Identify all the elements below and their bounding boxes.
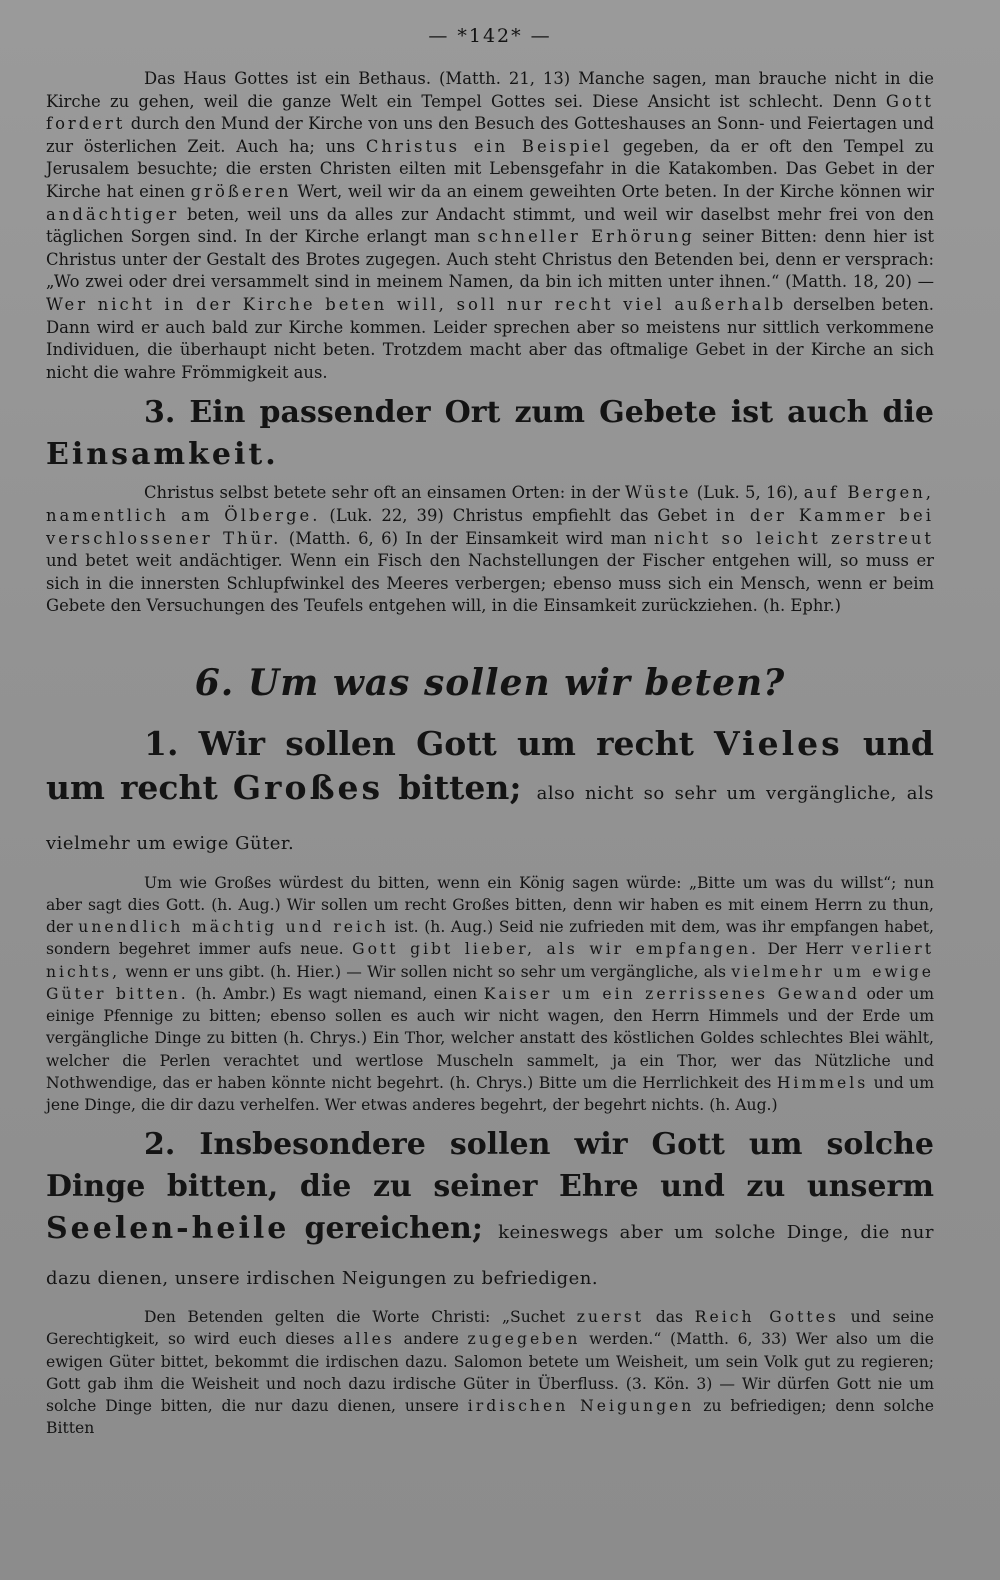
heading-spaced-word: Einsamkeit. [46,437,279,473]
spaced-emphasis: zuerst [576,1308,644,1327]
text-run: Das Haus Gottes ist ein Bethaus. (Matth. 21, 13) Manche sagen, man brauche nicht in die Kirche zu gehen, weil die ganze Welt ein Tempel Gottes sei. Diese Ansicht ist schlecht. Denn [46,69,934,111]
heading-text: bitten; [383,767,537,807]
spaced-emphasis: zugegeben [467,1330,581,1349]
text-run: beten, weil uns da alles zur Andacht stimmt, und weil wir daselbst mehr frei von den täglichen Sorgen sind. In der Kirche erlangt man [46,204,934,247]
text-run: das [644,1308,695,1327]
text-run: ist. (h. Aug.) Seid nie zufrieden mit dem, was ihr empfangen habet, sondern begehret immer aufs neue. [46,918,935,959]
text-run: gegeben, da er oft den Tempel zu Jerusalem besuchte; die ersten Christen eilten mit Lebensgefahr in die Katakomben. Das Gebet in der Kirche hat einen [46,136,934,201]
text-run: durch den Mund der Kirche von uns den Besuch des Gotteshauses an Sonn- und Feiertagen und zur österlichen Zeit. Auch ha; uns [46,114,934,156]
heading-section-2 [46,1124,934,1300]
spaced-emphasis: auf Bergen, namentlich am Ölberge. [46,483,934,525]
text-run: Christus selbst betete sehr oft an einsamen Orten: in der [144,483,626,503]
heading-solitude [46,392,934,476]
spaced-emphasis: Gott gibt lieber, als wir empfangen. [352,940,759,959]
spaced-emphasis: in der Kammer bei verschlossener Thür. [46,505,934,548]
text-run: seiner Bitten: denn hier ist Christus unter der Gestalt des Brotes zugegen. Auch steht Christus den Betenden bei, denn er versprach: „Wo zwei oder drei versammelt sind in meinem Namen, da bin ich mitten unter ihnen.“ (Matth. 18, 20) — [46,227,934,292]
heading-spaced-word: Vieles [714,723,843,763]
text-run: oder um einige Pfennige zu bitten; ebenso sollen es auch wir nicht wagen, den Herrn Himmels und der Erde um vergängliche Dinge zu bitten (h. Chrys.) Ein Thor, welcher anstatt des köstlichen Goldes schlechtes Blei wählt, welcher die Perlen verachtet und wertlose Muscheln sammelt, ja ein Thor, wer das Nützliche und Nothwendige, das er haben könnte nicht begehrt. (h. Chrys.) Bitte um die Herrlichkeit des [46,984,934,1092]
heading-subtext: aber um solche Dinge, die nur dazu dienen, [46,1222,934,1290]
heading-spaced-word: Großes [232,767,384,807]
spaced-emphasis: schneller Erhörung [477,227,695,247]
text-run: und seine Gerechtigkeit, so wird euch dieses [46,1308,934,1349]
text-run: Der Herr [759,940,852,959]
heading-subtext-spaced: unsere irdischen Neigungen [174,1268,447,1290]
text-run: derselben beten. Dann wird er auch bald zur Kirche kommen. Leider sprechen aber so meistens nur sittlich verkommene Individuen, die überhaupt nicht beten. Trotzdem macht aber das oftmalige Gebet in der Kirche an sich nicht die wahre Frömmigkeit aus. [46,294,935,382]
spaced-emphasis: verliert nichts, [46,940,934,981]
spaced-emphasis: Wüste [625,483,692,503]
paragraph-church-prayer [46,68,934,384]
spaced-emphasis: vielmehr um ewige Güter bitten. [46,962,935,1003]
text-run: (Luk. 5, 16), [691,483,804,503]
spaced-emphasis: Wer nicht in der Kirche beten will, soll nur recht viel außerhalb [46,294,787,314]
heading-text: 1. Wir sollen Gott um recht [144,723,715,763]
paragraph-kingdom-first [46,1306,934,1439]
paragraph-solitude [46,482,934,618]
spaced-emphasis: Gott fordert [46,91,934,134]
text-run: und um jene Dinge, die dir dazu verhelfen. Wer etwas anderes begehrt, der begehrt nichts. (h. Aug.) [46,1073,934,1114]
text-run: Den Betenden gelten die Worte Christi: „Suchet [144,1308,577,1327]
text-run: Wert, weil wir da an einem geweihten Orte beten. In der Kirche können wir [291,181,934,201]
text-run: werden.“ (Matth. 6, 33) Wer also um die ewigen Güter bittet, bekommt die irdischen dazu. Salomon betete um Weisheit, um sein Volk gut zu regieren; Gott gab ihm die Weisheit und noch dazu irdische Güter in Überfluss. (3. Kön. 3) — Wir dürfen Gott nie um solche Dinge bitten, die nur dazu dienen, unsere [46,1330,934,1415]
spaced-emphasis: Reich Gottes [694,1308,839,1327]
spaced-emphasis: Kaiser um ein zerrissenes Gewand [483,984,860,1003]
spaced-emphasis: andächtiger [46,204,180,224]
heading-text: gereichen; [289,1211,499,1247]
heading-subtext: also nicht so sehr um vergängliche, als vielmehr um ewige Güter. [46,782,934,854]
text-run: Um wie Großes würdest du bitten, wenn ein König sagen würde: „Bitte um was du willst“; nun aber sagt dies Gott. (h. Aug.) Wir sollen um recht Großes bitten, denn wir haben es mit einem Herrn zu thun, der [46,873,934,937]
spaced-emphasis: alles [343,1330,395,1349]
spaced-emphasis: unendlich mächtig und reich [78,918,389,937]
text-run: (Luk. 22, 39) Christus empfiehlt das Gebet [320,505,717,525]
text-run: (Matth. 6, 6) In der Einsamkeit wird man [281,528,654,548]
heading-text: 2. Insbesondere sollen wir Gott um solche Dinge bitten, die zu seiner Ehre und zu unserm [46,1127,934,1205]
chapter-heading: 6. Um was sollen wir beten? [194,661,786,704]
spaced-emphasis: Christus ein Beispiel [365,136,613,156]
text-run: andere [394,1330,468,1349]
text-run: wenn er uns gibt. (h. Hier.) — Wir sollen nicht so sehr um vergängliche, als [120,962,732,981]
heading-spaced-word: Seelen-heile [46,1211,290,1247]
page-number: — *142* — [428,25,552,47]
heading-subtext: zu befriedigen. [446,1268,599,1290]
spaced-emphasis: größeren [190,181,292,201]
heading-text: 3. Ein passender Ort zum Gebete ist auch die [144,395,934,431]
paragraph-great-things [46,872,934,1116]
text-run: (h. Ambr.) Es wagt niemand, einen [188,984,484,1003]
spaced-emphasis: irdischen Neigungen [467,1396,695,1415]
text-run: und betet weit andächtiger. Wenn ein Fisch den Nachstellungen der Fischer entgehen will, so muss er sich in die innersten Schlupfwinkel des Meeres verbergen; ebenso muss sich ein Mensch, wenn er beim Gebete den Versuchungen des Teufels entgehen will, in die Einsamkeit zurückziehen. (h. Ephr.) [46,551,934,616]
heading-subtext-spaced: keineswegs [498,1222,609,1244]
spaced-emphasis: Himmels [776,1073,869,1092]
spaced-emphasis: nicht so leicht zerstreut [653,528,934,548]
heading-section-1 [46,722,934,866]
text-run: zu befriedigen; denn solche Bitten [46,1396,934,1438]
heading-text: und um recht [46,723,934,807]
